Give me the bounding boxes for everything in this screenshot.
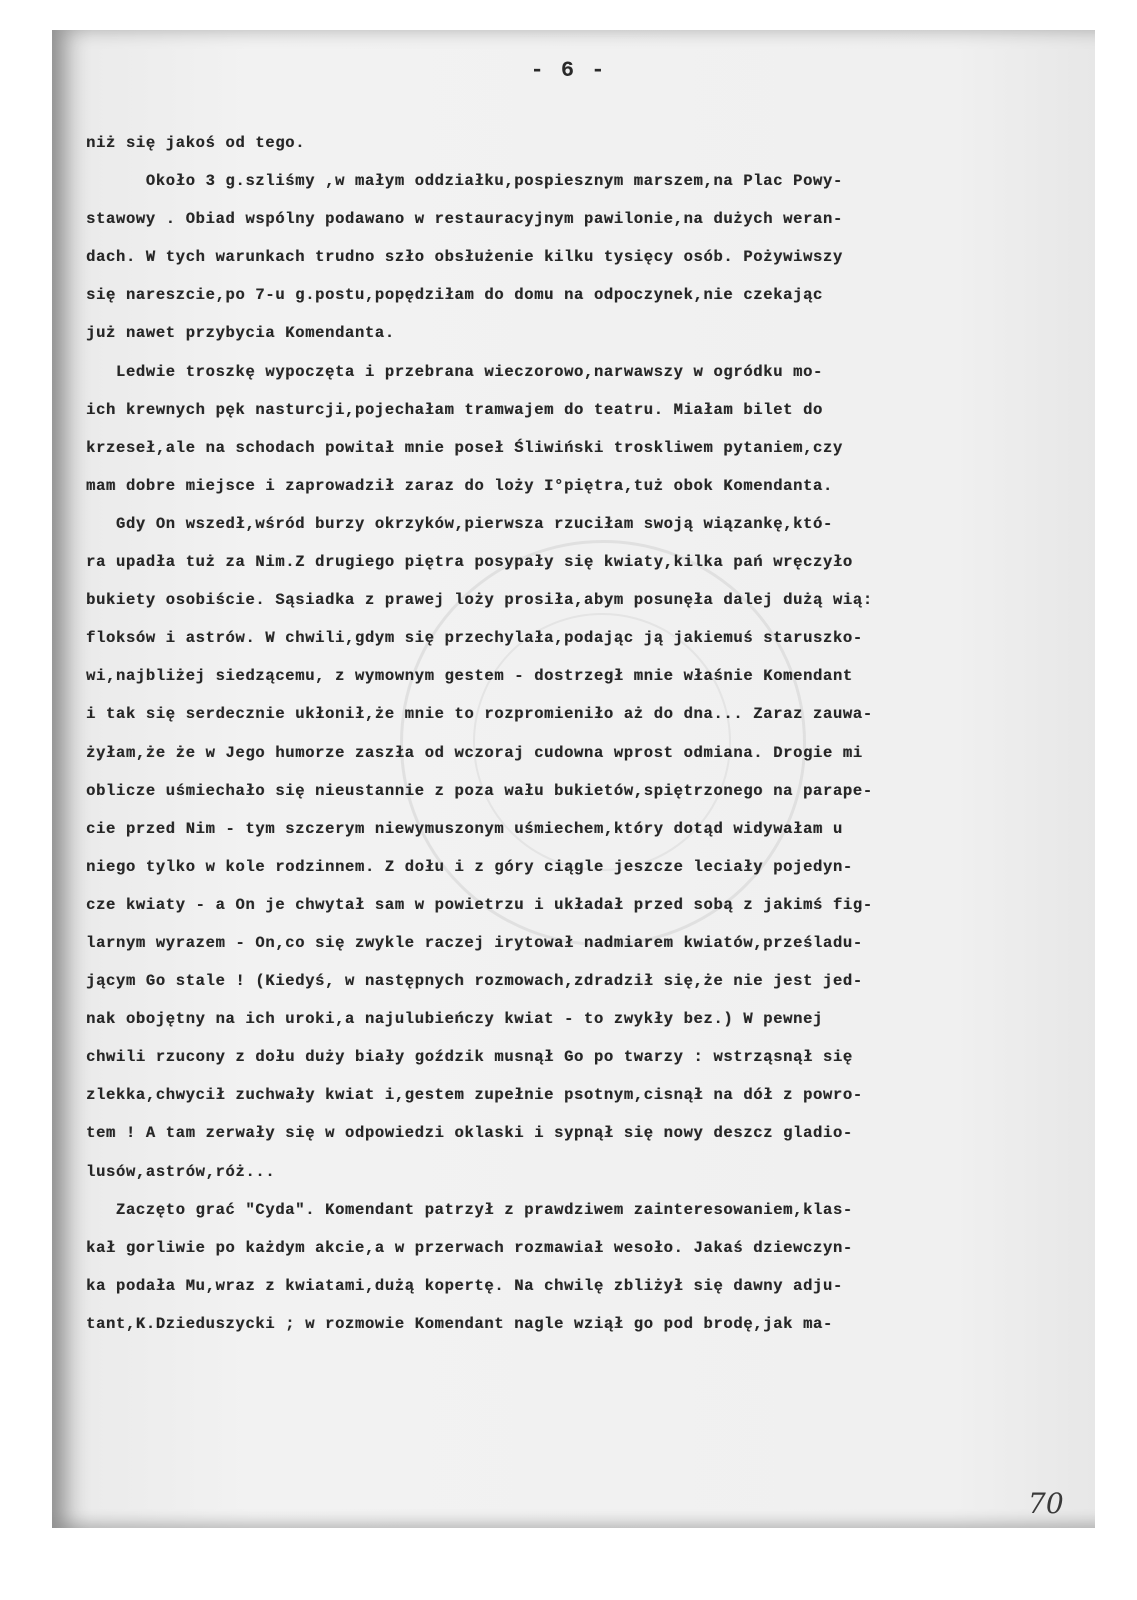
typescript-body	[86, 124, 1086, 1343]
text-line: chwili rzucony z dołu duży biały goździk musnął Go po twarzy : wstrząsnął się	[86, 1048, 853, 1067]
text-line: ra upadła tuż za Nim.Z drugiego piętra posypały się kwiaty,kilka pań wręczyło	[86, 553, 853, 572]
text-line: tem ! A tam zerwały się w odpowiedzi oklaski i sypnął się nowy deszcz gladio-	[86, 1124, 853, 1143]
text-line: wi,najbliżej siedzącemu, z wymownym gestem - dostrzegł mnie właśnie Komendant	[86, 667, 853, 686]
text-line: mam dobre miejsce i zaprowadził zaraz do loży I°piętra,tuż obok Komendanta.	[86, 476, 833, 495]
text-line: ka podała Mu,wraz z kwiatami,dużą kopertę. Na chwilę zbliżył się dawny adju-	[86, 1276, 843, 1295]
text-line: floksów i astrów. W chwili,gdym się przechylała,podając ją jakiemuś staruszko-	[86, 629, 863, 648]
text-line: oblicze uśmiechało się nieustannie z poza wału bukietów,spiętrzonego na parape-	[86, 781, 873, 800]
text-line: stawowy . Obiad wspólny podawano w restauracyjnym pawilonie,na dużych weran-	[86, 210, 843, 229]
handwritten-archive-number: 70	[1028, 1487, 1064, 1520]
text-line: nak obojętny na ich uroki,a najulubieńczy kwiat - to zwykły bez.) W pewnej	[86, 1010, 823, 1029]
page-number: - 6 -	[530, 58, 607, 83]
text-line: Około 3 g.szliśmy ,w małym oddziałku,pospiesznym marszem,na Plac Powy-	[86, 172, 843, 191]
text-line: dach. W tych warunkach trudno szło obsłużenie kilku tysięcy osób. Pożywiwszy	[86, 248, 843, 267]
text-line: larnym wyrazem - On,co się zwykle raczej irytował nadmiarem kwiatów,prześladu-	[86, 933, 863, 952]
text-line: cze kwiaty - a On je chwytał sam w powietrzu i układał przed sobą z jakimś fig-	[86, 895, 873, 914]
text-line: Zaczęto grać "Cyda". Komendant patrzył z prawdziwem zainteresowaniem,klas-	[86, 1200, 853, 1219]
scan-margin	[1095, 0, 1137, 1600]
text-line: Gdy On wszedł,wśród burzy okrzyków,pierwsza rzuciłam swoją wiązankę,któ-	[86, 514, 833, 533]
text-line: już nawet przybycia Komendanta.	[86, 324, 395, 343]
text-line: ich krewnych pęk nasturcji,pojechałam tramwajem do teatru. Miałam bilet do	[86, 400, 823, 419]
text-line: bukiety osobiście. Sąsiadka z prawej loży prosiła,abym posunęła dalej dużą wią:	[86, 591, 873, 610]
text-line: krzeseł,ale na schodach powitał mnie poseł Śliwiński troskliwem pytaniem,czy	[86, 438, 843, 457]
text-line: niego tylko w kole rodzinnem. Z dołu i z góry ciągle jeszcze leciały pojedyn-	[86, 857, 853, 876]
text-line: lusów,astrów,róż...	[86, 1162, 276, 1181]
text-line: zlekka,chwycił zuchwały kwiat i,gestem zupełnie psotnym,cisnął na dół z powro-	[86, 1086, 863, 1105]
text-line: żyłam,że że w Jego humorze zaszła od wczoraj cudowna wprost odmiana. Drogie mi	[86, 743, 863, 762]
text-line: niż się jakoś od tego.	[86, 134, 306, 152]
text-line: i tak się serdecznie ukłonił,że mnie to rozpromieniło aż do dna... Zaraz zauwa-	[86, 705, 873, 724]
text-line: tant,K.Dzieduszycki ; w rozmowie Komendant nagle wziął go pod brodę,jak ma-	[86, 1314, 833, 1333]
text-line: Ledwie troszkę wypoczęta i przebrana wieczorowo,narwawszy w ogródku mo-	[86, 362, 823, 381]
text-line: jącym Go stale ! (Kiedyś, w następnych rozmowach,zdradził się,że nie jest jed-	[86, 972, 863, 991]
text-line: cie przed Nim - tym szczerym niewymuszonym uśmiechem,który dotąd widywałam u	[86, 819, 843, 838]
text-line: się nareszcie,po 7-u g.postu,popędziłam do domu na odpoczynek,nie czekając	[86, 286, 823, 305]
text-line: kał gorliwie po każdym akcie,a w przerwach rozmawiał wesoło. Jakaś dziewczyn-	[86, 1238, 853, 1257]
